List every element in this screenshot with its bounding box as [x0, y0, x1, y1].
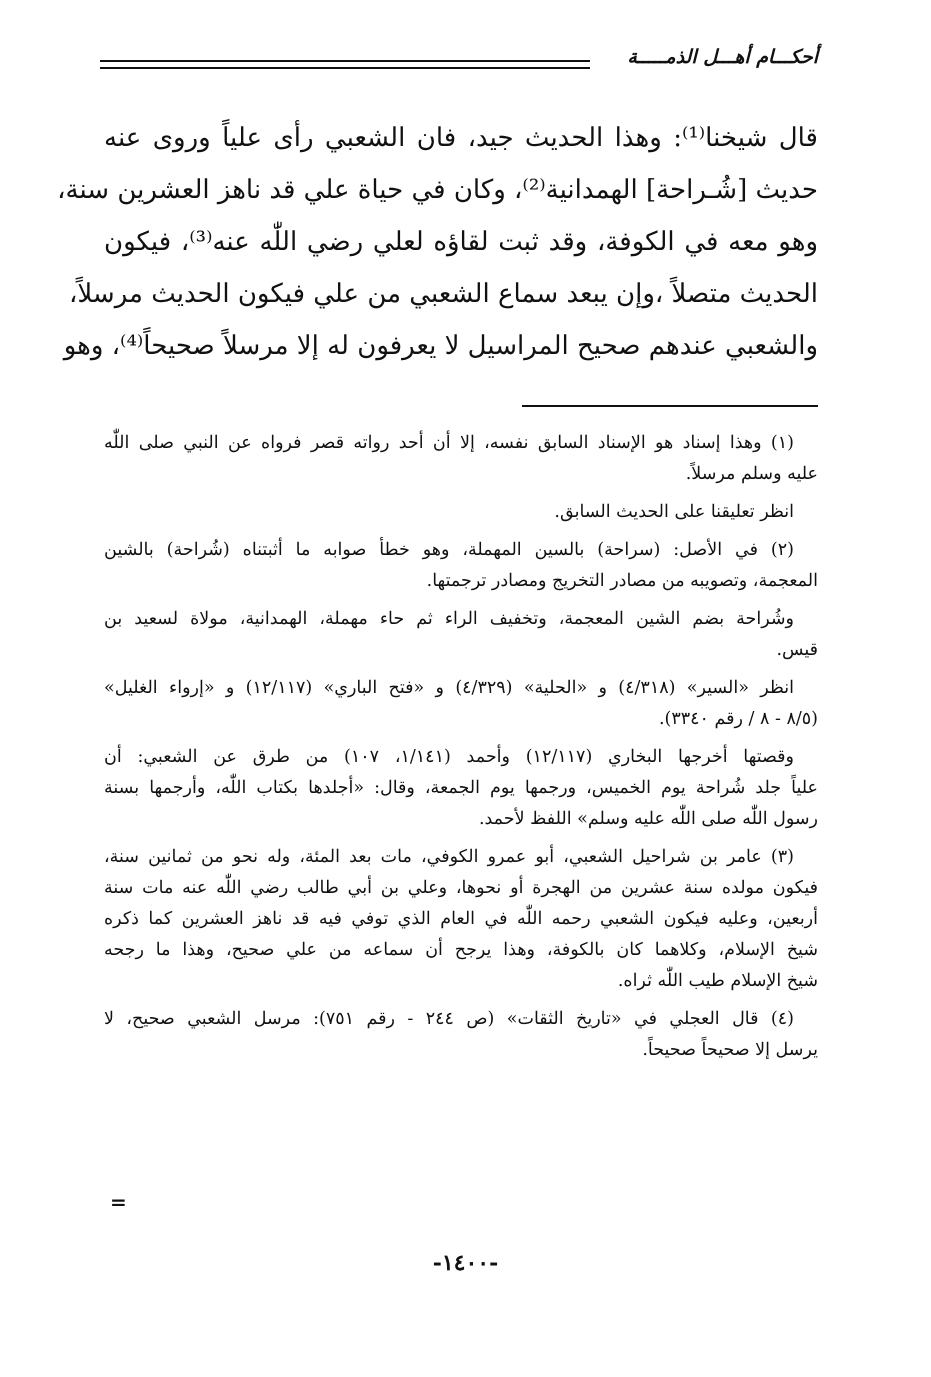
footnote-1 — [104, 428, 818, 490]
footnote-line: قيس. — [776, 640, 818, 660]
footnote-line: المعجمة، وتصويبه من مصادر التخريج ومصادر ترجمتها. — [426, 571, 818, 591]
footnote-separator — [522, 405, 818, 407]
header-rule-bottom — [100, 67, 590, 69]
main-text-line: الحديث متصلاً ،وإن يبعد سماع الشعبي من علي فيكون الحديث مرسلاً، — [69, 279, 818, 309]
footnote-line: وقصتها أخرجها البخاري (١٢/١١٧) وأحمد (١/١٤١، ١٠٧) من طرق عن الشعبي: أن — [104, 747, 794, 767]
footnote-line: انظر «السير» (٤/٣١٨) و «الحلية» (٤/٣٢٩) و «فتح الباري» (١٢/١١٧) و «إرواء الغليل» — [104, 678, 795, 698]
footnote-2 — [104, 535, 818, 597]
footnote-line: (١) وهذا إسناد هو الإسناد السابق نفسه، إلا أن أحد رواته قصر فرواه عن النبي صلى اللّٰه — [104, 433, 794, 453]
footnote-line: (٨/٥ - ٨ / رقم ٣٣٤٠). — [658, 709, 818, 729]
footnote-line: يرسل إلا صحيحاً صحيحاً. — [642, 1040, 818, 1060]
running-header — [100, 44, 818, 80]
footnote-line: أربعين، وعليه فيكون الشعبي رحمه اللّٰه في العام الذي توفي فيه قد ناهز العشرين كما ذكره — [104, 909, 818, 929]
footnotes — [104, 428, 818, 1073]
footnote-line: شيخ الإسلام، وكلاهما كان بالكوفة، وهذا يرجح أن سماعه من علي صحيح، وهذا ما رجحه — [104, 940, 818, 960]
main-text-line: حديث [شُـراحة] الهمدانية⁽²⁾، وكان في حياة علي قد ناهز العشرين سنة، — [57, 175, 818, 205]
footnote-line: انظر تعليقنا على الحديث السابق. — [554, 502, 794, 522]
footnote-2-refs — [104, 673, 818, 735]
footnote-4 — [104, 1004, 818, 1066]
footnote-2-name — [104, 604, 818, 666]
footnote-line: عليه وسلم مرسلاً. — [685, 464, 818, 484]
main-text — [57, 112, 819, 372]
main-text-line: وهو معه في الكوفة، وقد ثبت لقاؤه لعلي رضي اللّٰه عنه⁽³⁾، فيكون — [104, 227, 819, 257]
header-rule-top — [100, 60, 590, 62]
header-title: أحكـــام أهـــل الذمـــــة — [617, 46, 818, 68]
footnote-line: علياً جلد شُراحة يوم الخميس، ورجمها يوم الجمعة، وقال: «أجلدها بكتاب اللّٰه، وأرجمها بسنة — [104, 778, 818, 798]
footnote-line: (٣) عامر بن شراحيل الشعبي، أبو عمرو الكوفي، مات بعد المئة، وله نحو من ثمانين سنة، — [104, 847, 794, 867]
footnote-2-story — [104, 742, 818, 835]
main-text-line: قال شيخنا⁽¹⁾: وهذا الحديث جيد، فان الشعبي رأى علياً وروى عنه — [104, 123, 818, 153]
footnote-line: رسول اللّٰه صلى اللّٰه عليه وسلم» اللفظ لأحمد. — [478, 809, 818, 829]
footnote-line: (٢) في الأصل: (سراحة) بالسين المهملة، وهو خطأ صوابه ما أثبتناه (شُراحة) بالشين — [104, 540, 794, 560]
footnote-1-note — [104, 497, 818, 528]
page-number: -١٤٠٠- — [432, 1250, 499, 1276]
footnote-line: شيخ الإسلام طيب اللّٰه ثراه. — [617, 971, 818, 991]
footnote-3 — [104, 842, 818, 997]
main-text-line: والشعبي عندهم صحيح المراسيل لا يعرفون له إلا مرسلاً صحيحاً⁽⁴⁾، وهو — [63, 331, 818, 361]
continuation-mark: = — [110, 1190, 127, 1214]
footnote-line: (٤) قال العجلي في «تاريخ الثقات» (ص ٢٤٤ - رقم ٧٥١): مرسل الشعبي صحيح، لا — [104, 1009, 794, 1029]
footnote-line: وشُراحة بضم الشين المعجمة، وتخفيف الراء ثم حاء مهملة، الهمدانية، مولاة لسعيد بن — [104, 609, 794, 629]
footnote-line: فيكون مولده سنة عشرين من الهجرة أو نحوها، وعلي بن أبي طالب رضي اللّٰه عنه مات سنة — [104, 878, 818, 898]
